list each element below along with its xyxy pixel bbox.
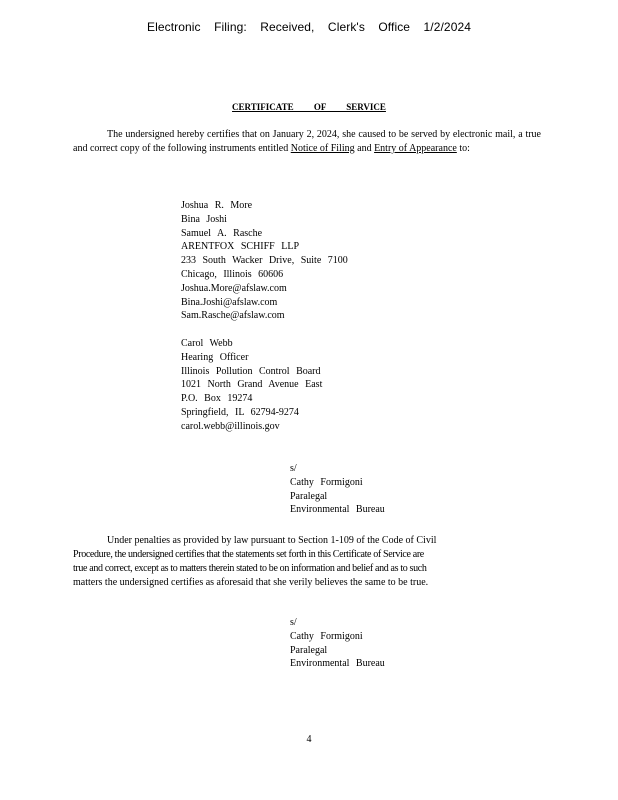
filing-stamp-header: Electronic Filing: Received, Clerk's Office 1/2/2024: [146, 20, 472, 34]
recipient-line: 1021 North Grand Avenue East: [181, 379, 323, 391]
recipient-line: Carol Webb: [181, 338, 233, 349]
signature-mark: s/: [290, 617, 297, 628]
signature-block: [290, 462, 385, 517]
signature-block: [290, 616, 385, 671]
recipient-line: Joshua R. More: [181, 200, 253, 211]
signer-name: Cathy Formigoni: [290, 630, 363, 642]
signer-department: Environmental Bureau: [290, 504, 385, 516]
recipient-line: 233 South Wacker Drive, Suite 7100: [181, 255, 348, 267]
signer-department: Environmental Bureau: [290, 658, 385, 670]
recipient-line: Hearing Officer: [181, 351, 249, 363]
certification-paragraph: [73, 534, 541, 590]
recipient-line: Chicago, Illinois 60606: [181, 268, 284, 280]
service-statement-suffix: to:: [459, 143, 470, 154]
recipient-line: Bina Joshi: [181, 213, 227, 225]
document-title-text: CERTIFICATE OF SERVICE: [232, 102, 386, 112]
signer-title: Paralegal: [290, 490, 328, 502]
recipient-line: Illinois Pollution Control Board: [181, 365, 321, 377]
recipient-line: ARENTFOX SCHIFF LLP: [181, 241, 300, 253]
recipient-email: Sam.Rasche@afslaw.com: [181, 310, 285, 322]
certification-line: Procedure, the undersigned certifies that the statements set forth in this Certificate of Service are: [73, 549, 424, 560]
certification-line: true and correct, except as to matters therein stated to be on information and belief and as to such: [73, 563, 427, 574]
recipient-line: P.O. Box 19274: [181, 393, 253, 405]
certification-line: matters the undersigned certifies as aforesaid that she verily believes the same to be true.: [73, 577, 429, 588]
signer-name: Cathy Formigoni: [290, 476, 363, 488]
recipient-email: Joshua.More@afslaw.com: [181, 282, 287, 294]
signature-mark: s/: [290, 463, 297, 474]
instrument-entry-of-appearance: Entry of Appearance: [374, 143, 457, 154]
recipient-email: Bina.Joshi@afslaw.com: [181, 296, 278, 308]
signer-title: Paralegal: [290, 644, 328, 656]
recipient-line: Samuel A. Rasche: [181, 227, 263, 239]
instrument-conjunction: and: [357, 143, 372, 154]
recipient-line: Springfield, IL 62794-9274: [181, 406, 299, 418]
recipient-block-hearing-officer: [181, 337, 322, 434]
instrument-notice-of-filing: Notice of Filing: [290, 143, 355, 154]
service-statement-text: The undersigned hereby certifies that on January 2, 2024, she caused to be served by electronic mail, a true and correct copy of the following instruments entitled: [73, 129, 541, 154]
recipient-block-counsel: [181, 199, 348, 323]
service-statement-paragraph: [73, 128, 541, 156]
document-title: [0, 102, 618, 112]
certification-line: Under penalties as provided by law pursuant to Section 1-109 of the Code of Civil: [107, 535, 437, 546]
recipient-email: carol.webb@illinois.gov: [181, 420, 280, 432]
page-number: 4: [306, 734, 312, 745]
